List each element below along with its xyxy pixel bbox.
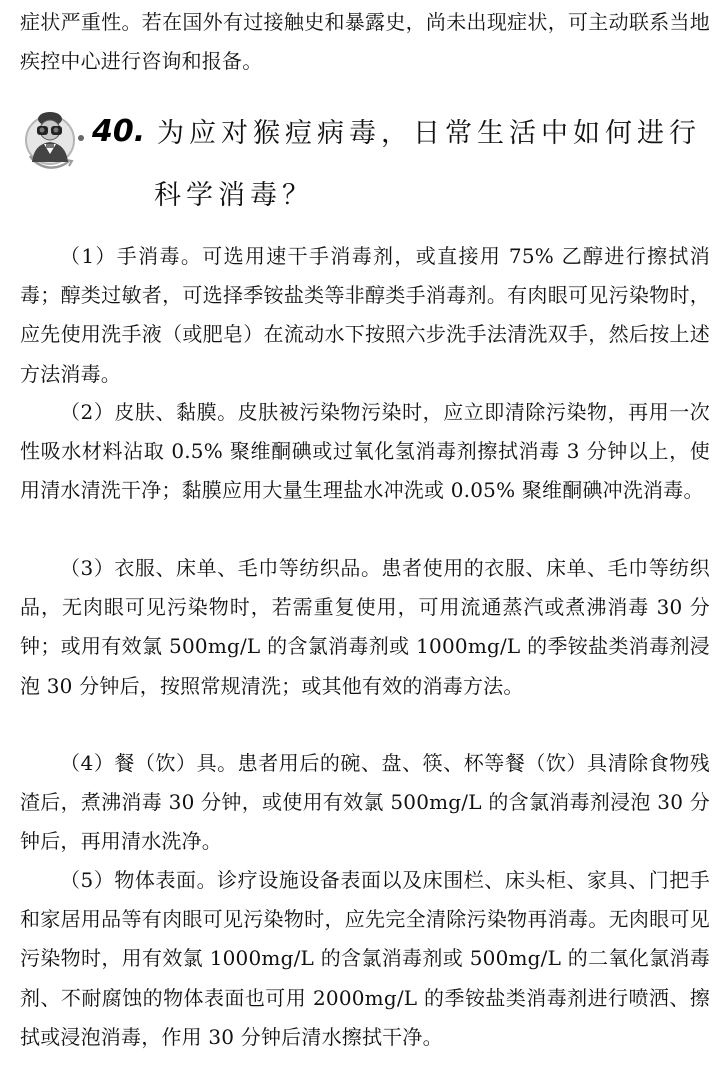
paragraph-tableware: （4）餐（饮）具。患者用后的碗、盘、筷、杯等餐（饮）具清除食物残渣后，煮沸消毒 30 分钟，或使用有效氯 500mg/L 的含氯消毒剂浸泡 30 分钟后，再用清水洗净。 [20,751,710,854]
paragraph-hand-disinfection: （1）手消毒。可选用速干手消毒剂，或直接用 75% 乙醇进行擦拭消毒；醇类过敏者，可选择季铵盐类等非醇类手消毒剂。有肉眼可见污染物时，应先使用洗手液（或肥皂）在流动水下按照六步洗手法清洗双手，然后按上述方法消毒。 [20,244,710,386]
question-number: 40. [92,114,146,149]
question-title-line-1: 为应对猴痘病毒，日常生活中如何进行 [157,118,701,149]
paragraph-textiles: （3）衣服、床单、毛巾等纺织品。患者使用的衣服、床单、毛巾等纺织品，无肉眼可见污染物时，若需重复使用，可用流通蒸汽或煮沸消毒 30 分钟；或用有效氯 500mg/L 的含氯消毒剂或 1000mg/L 的季铵盐类消毒剂浸泡 30 分钟后，按照常规清洗；或其他有效的消毒方法。 [20,556,710,698]
question-title-line-2: 科学消毒？ [154,180,314,211]
paragraph-skin-mucosa: （2）皮肤、黏膜。皮肤被污染物污染时，应立即清除污染物，再用一次性吸水材料沾取 0.5% 聚维酮碘或过氧化氢消毒剂擦拭消毒 3 分钟以上，使用清水清洗干净；黏膜应用大量生理盐水冲洗或 0.05% 聚维酮碘冲洗消毒。 [20,400,710,503]
question-heading [20,100,720,220]
binoculars-person-icon [20,104,88,170]
intro-tail-paragraph: 症状严重性。若在国外有过接触史和暴露史，尚未出现症状，可主动联系当地疾控中心进行咨询和报备。 [20,10,710,74]
paragraph-object-surfaces: （5）物体表面。诊疗设施设备表面以及床围栏、床头柜、家具、门把手和家居用品等有肉眼可见污染物时，应先完全清除污染物再消毒。无肉眼可见污染物时，用有效氯 1000mg/L 的含氯消毒剂或 500mg/L 的二氧化氯消毒剂、不耐腐蚀的物体表面也可用 2000mg/L 的季铵盐类消毒剂进行喷洒、擦拭或浸泡消毒，作用 30 分钟后清水擦拭干净。 [20,868,710,1049]
